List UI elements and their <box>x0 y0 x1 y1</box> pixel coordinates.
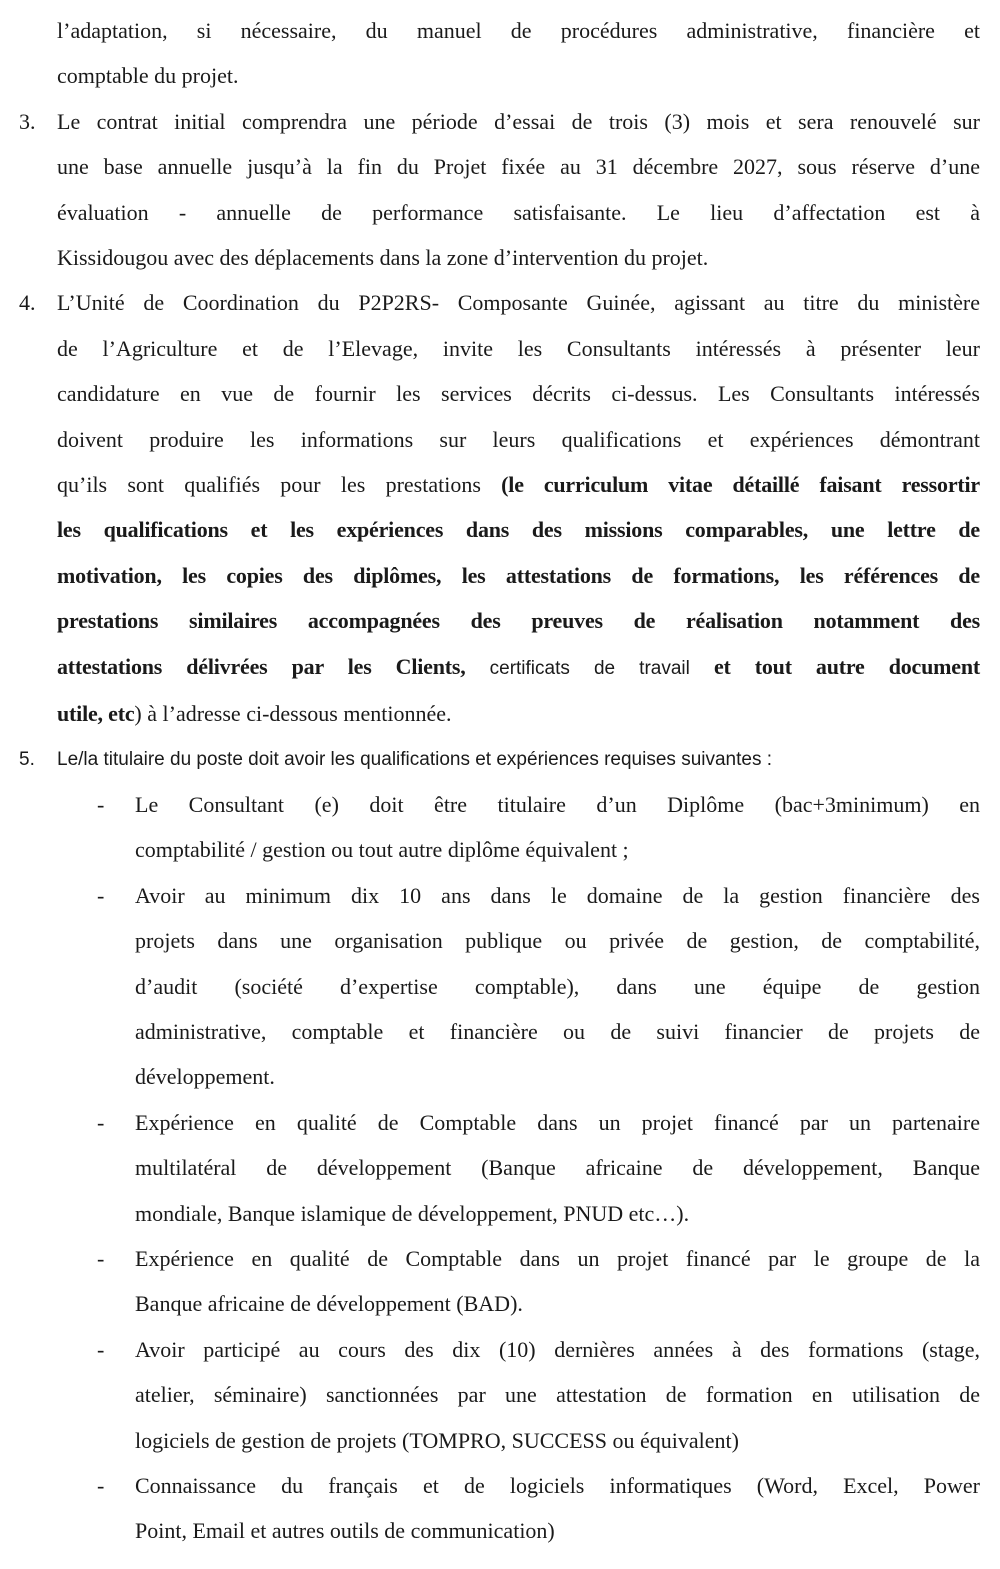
text-line <box>135 1281 980 1326</box>
text-run: certificats de travail <box>465 657 714 679</box>
text-line <box>57 8 980 53</box>
text-line <box>135 782 980 827</box>
text-line <box>57 190 980 235</box>
text-run: Le/la titulaire du poste doit avoir les qualifications et expériences requises suivantes : <box>57 748 773 770</box>
bullet-dash-marker: - <box>97 1336 105 1362</box>
text-run: multilatéral de développement (Banque africaine de développement, Banque <box>135 1155 980 1181</box>
text-line <box>57 598 980 643</box>
numbered-paragraph-4 <box>19 280 980 736</box>
bullet-dash-marker: - <box>97 1245 105 1271</box>
text-run: l’adaptation, si nécessaire, du manuel de procédures administrative, financière et <box>57 18 980 43</box>
text-run: une base annuelle jusqu’à la fin du Projet fixée au 31 décembre 2027, sous réserve d’une <box>57 154 980 180</box>
bullet-item <box>97 782 980 873</box>
text-run: évaluation - annuelle de performance satisfaisante. Le lieu d’affectation est à <box>57 199 980 225</box>
text-run: comptable du projet. <box>57 63 239 89</box>
bullet-dash-marker: - <box>97 1109 105 1135</box>
numbered-paragraph-5 <box>19 737 980 782</box>
text-run: d’audit (société d’expertise comptable), dans une équipe de gestion <box>135 973 980 999</box>
text-line <box>135 827 980 872</box>
bullet-dash-marker: - <box>97 882 105 908</box>
paragraph-continuation <box>57 8 980 99</box>
text-run: les qualifications et les expériences dans des missions comparables, une lettre de <box>57 517 980 543</box>
bullet-dash-marker: - <box>97 791 105 817</box>
text-run: projets dans une organisation publique ou privée de gestion, de comptabilité, <box>135 928 980 954</box>
text-line <box>135 1372 980 1417</box>
text-line <box>135 1236 980 1281</box>
text-line <box>57 371 980 416</box>
text-line <box>57 280 980 325</box>
bullet-item <box>97 1463 980 1554</box>
text-run: administrative, comptable et financière ou de suivi financier de projets de <box>135 1018 980 1044</box>
text-run: Point, Email et autres outils de communication) <box>135 1518 555 1544</box>
text-run: Avoir participé au cours des dix (10) dernières années à des formations (stage, <box>135 1336 980 1362</box>
text-line <box>135 1327 980 1372</box>
text-run: qu’ils sont qualifiés pour les prestations <box>57 472 502 498</box>
text-line <box>135 1418 980 1463</box>
text-run: prestations similaires accompagnées des preuves de réalisation notamment des <box>57 608 980 634</box>
document-body <box>19 8 980 1554</box>
text-run: de l’Agriculture et de l’Elevage, invite les Consultants intéressés à présenter leur <box>57 335 980 361</box>
text-run: doivent produire les informations sur leurs qualifications et expériences démontrant <box>57 426 980 452</box>
numbered-paragraph-3 <box>19 99 980 281</box>
text-run: Connaissance du français et de logiciels informatiques (Word, Excel, Power <box>135 1473 980 1498</box>
text-run: logiciels de gestion de projets (TOMPRO, SUCCESS ou équivalent) <box>135 1427 739 1453</box>
text-line <box>57 53 980 98</box>
text-run: attestations délivrées par les Clients, <box>57 653 466 679</box>
text-run: atelier, séminaire) sanctionnées par une attestation de formation en utilisation de <box>135 1382 980 1408</box>
text-line <box>135 1100 980 1145</box>
text-line <box>135 1054 980 1099</box>
text-run: comptabilité / gestion ou tout autre diplôme équivalent ; <box>135 837 629 863</box>
text-run: Le Consultant (e) doit être titulaire d’un Diplôme (bac+3minimum) en <box>135 791 980 817</box>
text-run: utile, etc <box>57 701 135 727</box>
text-run: (le curriculum vitae détaillé faisant ressortir <box>501 472 980 498</box>
bullet-item <box>97 1327 980 1463</box>
text-line <box>57 553 980 598</box>
text-run: candidature en vue de fournir les services décrits ci-dessus. Les Consultants intéressés <box>57 381 980 407</box>
bullet-item <box>97 873 980 1100</box>
text-line <box>135 873 980 918</box>
text-line <box>135 964 980 1009</box>
list-number-marker: 4. <box>19 290 36 316</box>
text-run: motivation, les copies des diplômes, les attestations de formations, les références de <box>57 562 980 588</box>
text-line <box>57 737 980 782</box>
text-run: développement. <box>135 1064 275 1090</box>
text-line <box>57 462 980 507</box>
text-line <box>135 1009 980 1054</box>
text-line <box>135 1191 980 1236</box>
text-line <box>57 326 980 371</box>
text-line <box>57 507 980 552</box>
text-run: Banque africaine de développement (BAD). <box>135 1291 523 1317</box>
text-run: ) à l’adresse ci-dessous mentionnée. <box>134 701 452 727</box>
text-line <box>57 644 980 691</box>
text-run: Avoir au minimum dix 10 ans dans le domaine de la gestion financière des <box>135 882 980 908</box>
text-run: et tout autre document <box>713 653 980 679</box>
text-line <box>57 144 980 189</box>
text-line <box>135 1508 980 1553</box>
bullet-dash-marker: - <box>97 1473 105 1498</box>
text-line <box>57 99 980 144</box>
text-run: Expérience en qualité de Comptable dans un projet financé par le groupe de la <box>135 1245 980 1271</box>
text-run: mondiale, Banque islamique de développement, PNUD etc…). <box>135 1200 690 1226</box>
text-run: L’Unité de Coordination du P2P2RS- Composante Guinée, agissant au titre du ministère <box>57 290 980 316</box>
text-run: Kissidougou avec des déplacements dans la zone d’intervention du projet. <box>57 245 709 271</box>
text-line <box>135 1145 980 1190</box>
text-line <box>135 918 980 963</box>
list-number-marker: 3. <box>19 108 36 134</box>
text-line <box>57 417 980 462</box>
bullet-item <box>97 1100 980 1236</box>
text-line <box>57 691 980 736</box>
list-number-marker: 5. <box>19 748 35 770</box>
text-run: Le contrat initial comprendra une période d’essai de trois (3) mois et sera renouvelé sur <box>57 108 980 134</box>
text-line <box>135 1463 980 1508</box>
bullet-item <box>97 1236 980 1327</box>
text-run: Expérience en qualité de Comptable dans un projet financé par un partenaire <box>135 1109 980 1135</box>
text-line <box>57 235 980 280</box>
